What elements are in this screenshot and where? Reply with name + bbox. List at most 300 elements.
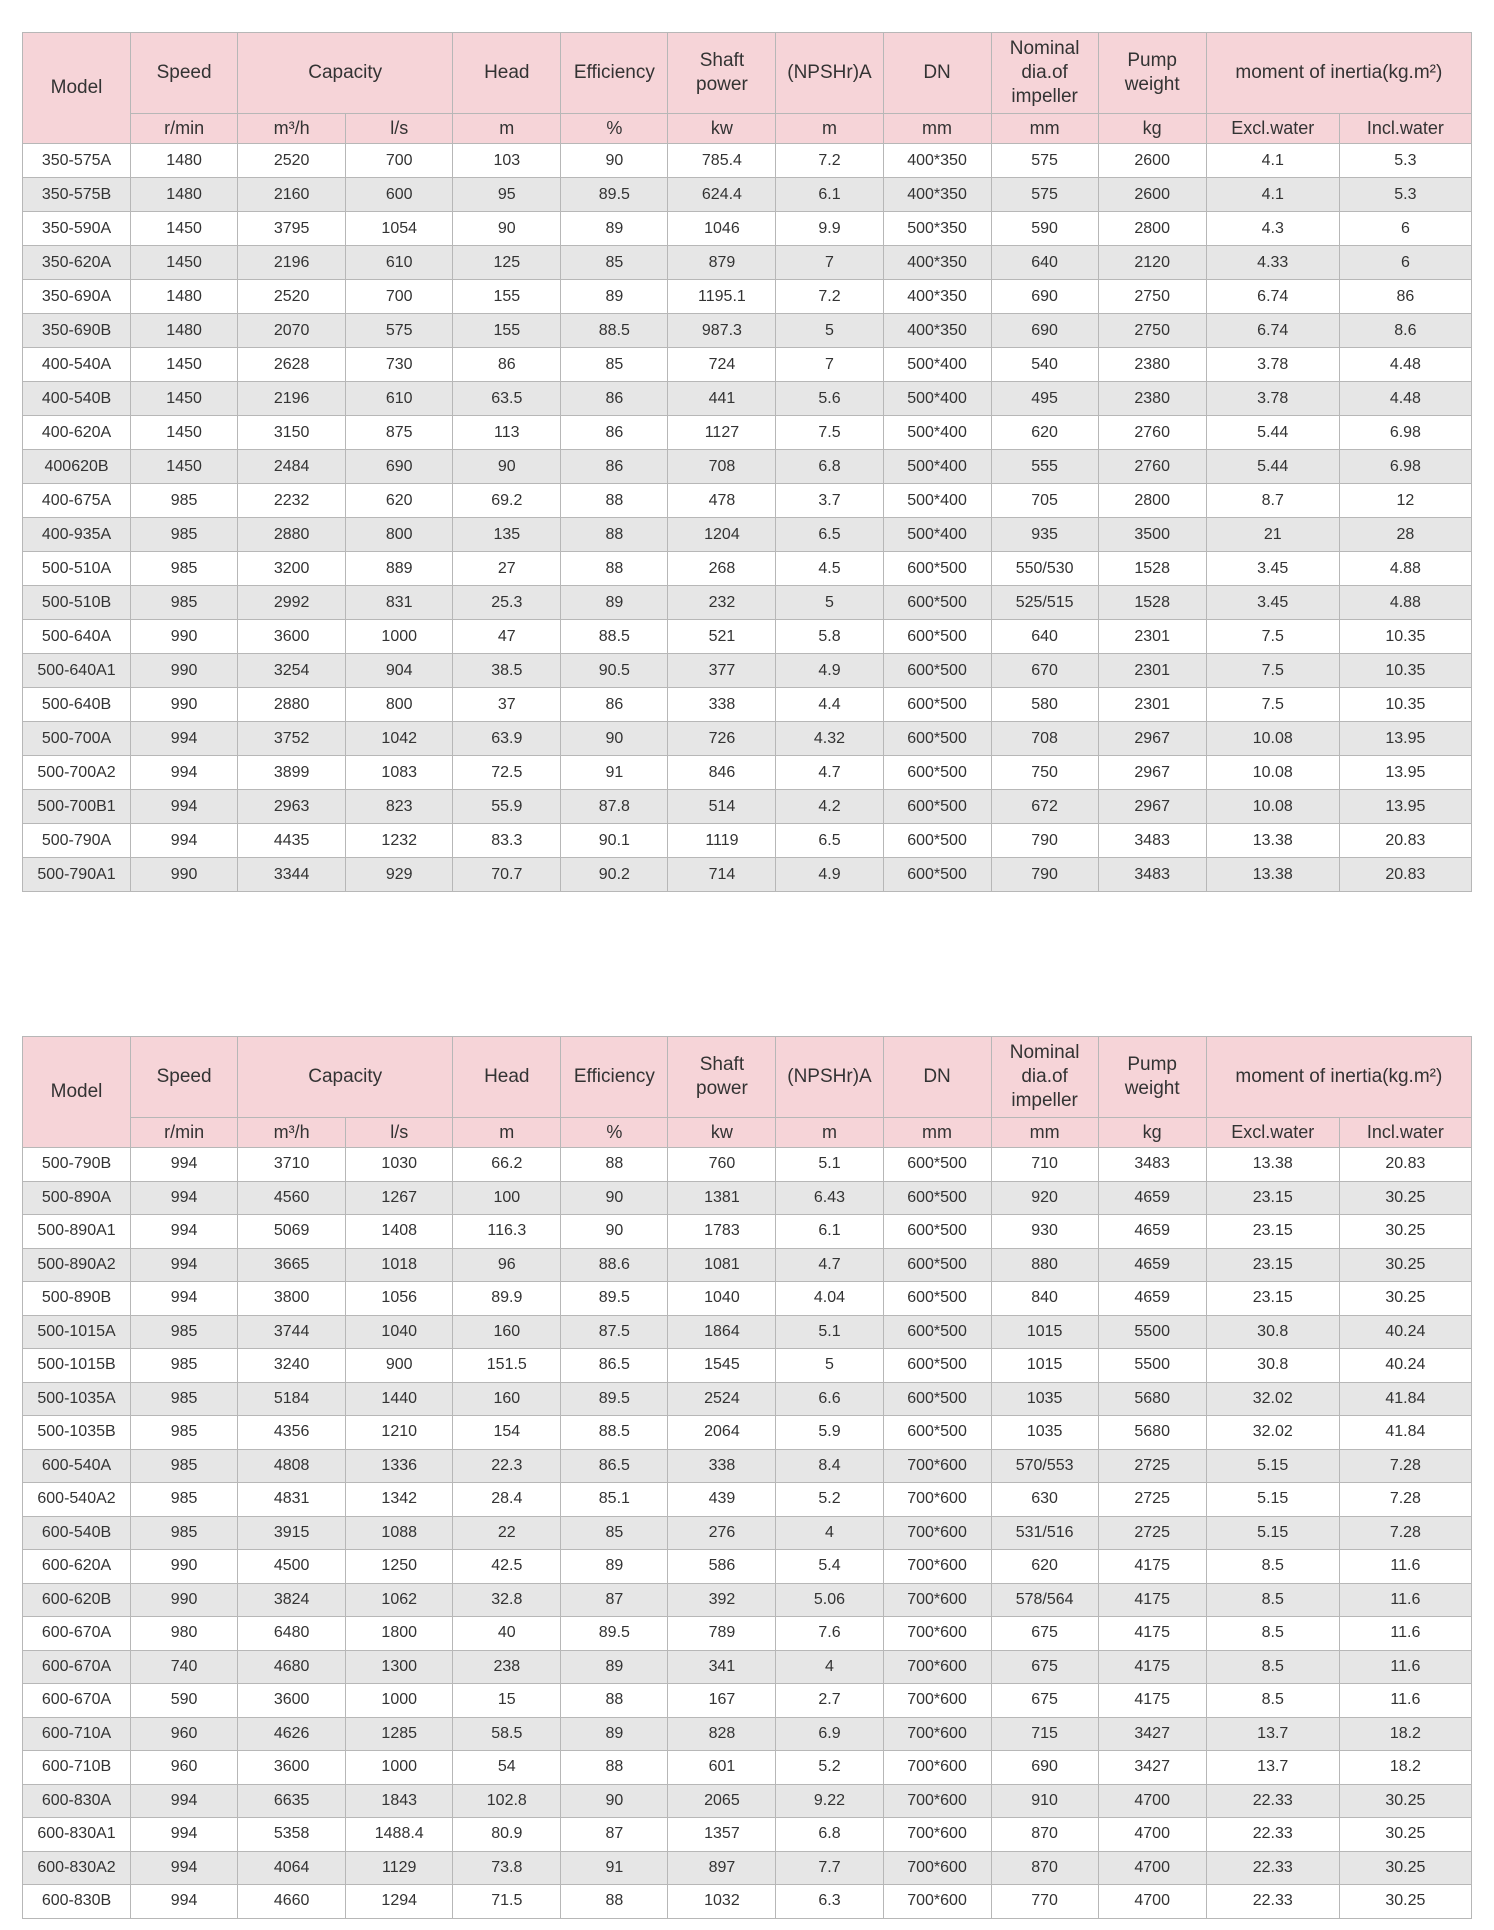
unit-shaft-power: kw [668,114,776,144]
cell-efficiency: 88 [561,1148,668,1182]
cell-inertia-excl-water: 22.33 [1206,1885,1339,1919]
cell-inertia-excl-water: 5.15 [1206,1449,1339,1483]
cell-npshr: 5.9 [776,1416,883,1450]
cell-speed: 994 [131,790,238,824]
cell-inertia-excl-water: 5.15 [1206,1483,1339,1517]
cell-inertia-incl-water: 6.98 [1339,450,1471,484]
cell-pump-weight: 2380 [1098,348,1206,382]
unit-capacity-ls: l/s [346,1118,453,1148]
col-impeller-header: Nominal dia.of impeller [991,33,1098,114]
cell-pump-weight: 2967 [1098,722,1206,756]
cell-pump-weight: 1528 [1098,586,1206,620]
cell-impeller-dia: 675 [991,1684,1098,1718]
cell-capacity-ls: 1232 [346,824,453,858]
cell-npshr: 6.1 [776,178,883,212]
cell-npshr: 4 [776,1516,883,1550]
cell-speed: 985 [131,1483,238,1517]
cell-dn: 500*400 [883,416,991,450]
cell-efficiency: 89 [561,212,668,246]
cell-efficiency: 88 [561,1751,668,1785]
cell-shaft-power: 785.4 [668,144,776,178]
cell-npshr: 4.9 [776,858,883,892]
pump-spec-table-2 [22,1036,1472,1919]
cell-capacity-m3h: 2880 [238,688,346,722]
cell-dn: 700*600 [883,1483,991,1517]
cell-head: 71.5 [453,1885,561,1919]
cell-pump-weight: 4659 [1098,1282,1206,1316]
unit-pump-weight: kg [1098,1118,1206,1148]
cell-pump-weight: 3483 [1098,1148,1206,1182]
unit-head: m [453,1118,561,1148]
cell-shaft-power: 724 [668,348,776,382]
cell-efficiency: 91 [561,756,668,790]
cell-impeller-dia: 550/530 [991,552,1098,586]
cell-shaft-power: 1381 [668,1181,776,1215]
cell-shaft-power: 478 [668,484,776,518]
cell-inertia-excl-water: 5.44 [1206,416,1339,450]
cell-capacity-ls: 1800 [346,1617,453,1651]
cell-npshr: 4.7 [776,756,883,790]
cell-impeller-dia: 870 [991,1818,1098,1852]
cell-npshr: 4.5 [776,552,883,586]
cell-capacity-m3h: 4064 [238,1851,346,1885]
cell-npshr: 5.2 [776,1751,883,1785]
cell-dn: 700*600 [883,1516,991,1550]
cell-model: 400-540A [23,348,131,382]
cell-capacity-m3h: 5358 [238,1818,346,1852]
cell-capacity-ls: 1056 [346,1282,453,1316]
table-row [23,1282,1472,1316]
cell-shaft-power: 1046 [668,212,776,246]
unit-capacity-ls: l/s [346,114,453,144]
cell-inertia-excl-water: 4.1 [1206,178,1339,212]
col-model-header: Model [23,1037,131,1148]
cell-inertia-incl-water: 7.28 [1339,1483,1471,1517]
cell-npshr: 6.5 [776,518,883,552]
cell-speed: 1480 [131,314,238,348]
cell-dn: 700*600 [883,1851,991,1885]
cell-dn: 500*400 [883,450,991,484]
cell-efficiency: 90 [561,1215,668,1249]
cell-impeller-dia: 620 [991,416,1098,450]
cell-dn: 700*600 [883,1650,991,1684]
cell-efficiency: 89.5 [561,1382,668,1416]
cell-inertia-incl-water: 8.6 [1339,314,1471,348]
cell-dn: 700*600 [883,1550,991,1584]
cell-capacity-m3h: 4560 [238,1181,346,1215]
cell-inertia-excl-water: 22.33 [1206,1851,1339,1885]
cell-speed: 960 [131,1717,238,1751]
cell-pump-weight: 4659 [1098,1181,1206,1215]
cell-dn: 500*400 [883,484,991,518]
cell-dn: 700*600 [883,1617,991,1651]
cell-model: 600-540A2 [23,1483,131,1517]
cell-dn: 600*500 [883,1181,991,1215]
cell-head: 73.8 [453,1851,561,1885]
cell-dn: 600*500 [883,722,991,756]
table-row [23,586,1472,620]
cell-shaft-power: 2065 [668,1784,776,1818]
col-npshr-header: (NPSHr)A [776,33,883,114]
cell-efficiency: 86 [561,688,668,722]
cell-npshr: 6.6 [776,1382,883,1416]
cell-inertia-incl-water: 18.2 [1339,1751,1471,1785]
cell-npshr: 6.8 [776,1818,883,1852]
cell-dn: 700*600 [883,1784,991,1818]
cell-pump-weight: 2760 [1098,450,1206,484]
cell-shaft-power: 268 [668,552,776,586]
cell-pump-weight: 5500 [1098,1349,1206,1383]
table-row [23,756,1472,790]
cell-inertia-excl-water: 23.15 [1206,1248,1339,1282]
cell-capacity-ls: 730 [346,348,453,382]
cell-speed: 1450 [131,246,238,280]
table-row [23,1851,1472,1885]
table-row [23,280,1472,314]
cell-capacity-m3h: 4500 [238,1550,346,1584]
cell-npshr: 5 [776,586,883,620]
table-row [23,620,1472,654]
cell-pump-weight: 3500 [1098,518,1206,552]
cell-npshr: 4.9 [776,654,883,688]
cell-head: 28.4 [453,1483,561,1517]
cell-pump-weight: 2301 [1098,688,1206,722]
cell-capacity-ls: 1440 [346,1382,453,1416]
cell-impeller-dia: 590 [991,212,1098,246]
cell-capacity-m3h: 2520 [238,144,346,178]
table-row [23,348,1472,382]
cell-head: 155 [453,280,561,314]
cell-inertia-excl-water: 22.33 [1206,1818,1339,1852]
cell-speed: 990 [131,1550,238,1584]
cell-inertia-excl-water: 5.44 [1206,450,1339,484]
cell-capacity-ls: 1488.4 [346,1818,453,1852]
cell-dn: 600*500 [883,756,991,790]
cell-model: 500-700A2 [23,756,131,790]
cell-speed: 994 [131,1148,238,1182]
cell-model: 500-640B [23,688,131,722]
cell-npshr: 7.2 [776,144,883,178]
cell-dn: 500*400 [883,348,991,382]
cell-npshr: 5.8 [776,620,883,654]
cell-efficiency: 87 [561,1818,668,1852]
table-row [23,1751,1472,1785]
cell-head: 22.3 [453,1449,561,1483]
cell-npshr: 4.4 [776,688,883,722]
cell-head: 154 [453,1416,561,1450]
table-row [23,1684,1472,1718]
cell-impeller-dia: 575 [991,144,1098,178]
col-efficiency-header: Efficiency [561,1037,668,1118]
unit-inertia-excl-water: Excl.water [1206,114,1339,144]
cell-shaft-power: 1195.1 [668,280,776,314]
cell-speed: 960 [131,1751,238,1785]
cell-model: 500-510B [23,586,131,620]
cell-efficiency: 90 [561,1784,668,1818]
cell-efficiency: 90.2 [561,858,668,892]
table-row [23,1818,1472,1852]
cell-head: 47 [453,620,561,654]
cell-head: 55.9 [453,790,561,824]
table-row [23,688,1472,722]
cell-inertia-excl-water: 8.5 [1206,1583,1339,1617]
cell-shaft-power: 708 [668,450,776,484]
cell-inertia-excl-water: 21 [1206,518,1339,552]
cell-impeller-dia: 555 [991,450,1098,484]
cell-head: 15 [453,1684,561,1718]
table-row [23,722,1472,756]
cell-shaft-power: 714 [668,858,776,892]
cell-speed: 985 [131,1382,238,1416]
cell-impeller-dia: 620 [991,1550,1098,1584]
cell-inertia-incl-water: 30.25 [1339,1181,1471,1215]
cell-inertia-incl-water: 30.25 [1339,1818,1471,1852]
cell-pump-weight: 5500 [1098,1315,1206,1349]
cell-npshr: 6.9 [776,1717,883,1751]
cell-capacity-m3h: 3752 [238,722,346,756]
cell-dn: 600*500 [883,1148,991,1182]
cell-head: 125 [453,246,561,280]
cell-shaft-power: 232 [668,586,776,620]
cell-efficiency: 85 [561,1516,668,1550]
col-shaft-power-header: Shaft power [668,1037,776,1118]
cell-npshr: 9.9 [776,212,883,246]
cell-impeller-dia: 578/564 [991,1583,1098,1617]
table-row [23,1315,1472,1349]
cell-impeller-dia: 1035 [991,1416,1098,1450]
cell-impeller-dia: 935 [991,518,1098,552]
cell-capacity-m3h: 4831 [238,1483,346,1517]
cell-shaft-power: 441 [668,382,776,416]
cell-shaft-power: 338 [668,1449,776,1483]
cell-inertia-incl-water: 30.25 [1339,1215,1471,1249]
cell-pump-weight: 3483 [1098,858,1206,892]
table-row [23,178,1472,212]
col-dn-header: DN [883,1037,991,1118]
cell-capacity-ls: 1000 [346,1684,453,1718]
cell-inertia-incl-water: 30.25 [1339,1248,1471,1282]
col-model-header: Model [23,33,131,144]
cell-efficiency: 91 [561,1851,668,1885]
cell-npshr: 5 [776,314,883,348]
cell-inertia-incl-water: 40.24 [1339,1349,1471,1383]
cell-impeller-dia: 840 [991,1282,1098,1316]
cell-inertia-excl-water: 22.33 [1206,1784,1339,1818]
cell-speed: 994 [131,1181,238,1215]
cell-capacity-ls: 889 [346,552,453,586]
cell-head: 90 [453,450,561,484]
cell-model: 400-675A [23,484,131,518]
cell-model: 600-830A1 [23,1818,131,1852]
cell-npshr: 5.06 [776,1583,883,1617]
cell-capacity-ls: 831 [346,586,453,620]
cell-head: 63.9 [453,722,561,756]
cell-inertia-excl-water: 23.15 [1206,1181,1339,1215]
cell-speed: 1450 [131,450,238,484]
cell-pump-weight: 2301 [1098,654,1206,688]
cell-efficiency: 88 [561,484,668,518]
col-impeller-header: Nominal dia.of impeller [991,1037,1098,1118]
cell-inertia-incl-water: 30.25 [1339,1784,1471,1818]
cell-pump-weight: 2725 [1098,1449,1206,1483]
cell-capacity-m3h: 3899 [238,756,346,790]
cell-shaft-power: 167 [668,1684,776,1718]
cell-efficiency: 88.5 [561,620,668,654]
cell-efficiency: 86.5 [561,1349,668,1383]
cell-npshr: 6.3 [776,1885,883,1919]
cell-speed: 740 [131,1650,238,1684]
cell-model: 600-670A [23,1650,131,1684]
cell-shaft-power: 338 [668,688,776,722]
cell-dn: 400*350 [883,144,991,178]
cell-efficiency: 89 [561,586,668,620]
col-head-header: Head [453,1037,561,1118]
table-row [23,1483,1472,1517]
table-row [23,1349,1472,1383]
cell-model: 600-830A [23,1784,131,1818]
unit-capacity-m3h: m³/h [238,114,346,144]
cell-model: 400-620A [23,416,131,450]
cell-capacity-ls: 1088 [346,1516,453,1550]
cell-npshr: 2.7 [776,1684,883,1718]
unit-efficiency: % [561,114,668,144]
cell-capacity-ls: 800 [346,688,453,722]
cell-impeller-dia: 575 [991,178,1098,212]
cell-shaft-power: 726 [668,722,776,756]
cell-capacity-m3h: 3744 [238,1315,346,1349]
cell-model: 500-1015A [23,1315,131,1349]
unit-dn: mm [883,1118,991,1148]
cell-dn: 600*500 [883,1382,991,1416]
unit-npshr: m [776,1118,883,1148]
cell-model: 500-890A2 [23,1248,131,1282]
cell-capacity-ls: 1250 [346,1550,453,1584]
table-row [23,1717,1472,1751]
cell-head: 69.2 [453,484,561,518]
cell-inertia-excl-water: 10.08 [1206,722,1339,756]
cell-speed: 980 [131,1617,238,1651]
table-row [23,1148,1472,1182]
cell-impeller-dia: 705 [991,484,1098,518]
cell-npshr: 5.2 [776,1483,883,1517]
cell-speed: 985 [131,1449,238,1483]
cell-capacity-m3h: 4626 [238,1717,346,1751]
cell-inertia-incl-water: 4.48 [1339,382,1471,416]
cell-npshr: 4 [776,1650,883,1684]
cell-speed: 1480 [131,144,238,178]
cell-pump-weight: 4700 [1098,1885,1206,1919]
cell-pump-weight: 2380 [1098,382,1206,416]
cell-pump-weight: 2301 [1098,620,1206,654]
cell-speed: 985 [131,1416,238,1450]
cell-dn: 600*500 [883,654,991,688]
cell-inertia-incl-water: 13.95 [1339,790,1471,824]
cell-shaft-power: 2064 [668,1416,776,1450]
cell-pump-weight: 2800 [1098,484,1206,518]
cell-pump-weight: 2600 [1098,178,1206,212]
cell-speed: 1480 [131,280,238,314]
cell-head: 116.3 [453,1215,561,1249]
cell-efficiency: 90.1 [561,824,668,858]
cell-inertia-excl-water: 3.78 [1206,382,1339,416]
cell-efficiency: 89.5 [561,1617,668,1651]
cell-impeller-dia: 790 [991,824,1098,858]
cell-impeller-dia: 715 [991,1717,1098,1751]
unit-inertia-incl-water: Incl.water [1339,114,1471,144]
cell-inertia-incl-water: 41.84 [1339,1382,1471,1416]
cell-efficiency: 90 [561,722,668,756]
cell-capacity-ls: 700 [346,280,453,314]
cell-efficiency: 86 [561,416,668,450]
cell-impeller-dia: 920 [991,1181,1098,1215]
cell-inertia-excl-water: 23.15 [1206,1282,1339,1316]
cell-pump-weight: 4175 [1098,1583,1206,1617]
cell-shaft-power: 276 [668,1516,776,1550]
cell-model: 350-590A [23,212,131,246]
cell-shaft-power: 341 [668,1650,776,1684]
cell-model: 400-540B [23,382,131,416]
cell-capacity-ls: 1000 [346,620,453,654]
cell-pump-weight: 4700 [1098,1818,1206,1852]
cell-npshr: 4.7 [776,1248,883,1282]
cell-head: 32.8 [453,1583,561,1617]
cell-impeller-dia: 525/515 [991,586,1098,620]
cell-npshr: 5.1 [776,1148,883,1182]
cell-speed: 990 [131,858,238,892]
cell-capacity-ls: 1210 [346,1416,453,1450]
cell-shaft-power: 1081 [668,1248,776,1282]
cell-dn: 600*500 [883,586,991,620]
cell-head: 58.5 [453,1717,561,1751]
cell-model: 500-1035B [23,1416,131,1450]
cell-capacity-m3h: 2484 [238,450,346,484]
cell-inertia-excl-water: 10.08 [1206,756,1339,790]
cell-npshr: 5.1 [776,1315,883,1349]
cell-inertia-excl-water: 5.15 [1206,1516,1339,1550]
table-row [23,1248,1472,1282]
table-row [23,212,1472,246]
cell-inertia-incl-water: 11.6 [1339,1617,1471,1651]
cell-model: 600-620B [23,1583,131,1617]
cell-speed: 994 [131,824,238,858]
cell-impeller-dia: 750 [991,756,1098,790]
cell-efficiency: 88 [561,1885,668,1919]
cell-impeller-dia: 672 [991,790,1098,824]
cell-inertia-excl-water: 30.8 [1206,1315,1339,1349]
cell-shaft-power: 601 [668,1751,776,1785]
cell-model: 500-790B [23,1148,131,1182]
cell-inertia-incl-water: 30.25 [1339,1851,1471,1885]
cell-efficiency: 86 [561,382,668,416]
cell-impeller-dia: 495 [991,382,1098,416]
cell-speed: 985 [131,1315,238,1349]
cell-model: 600-670A [23,1617,131,1651]
unit-npshr: m [776,114,883,144]
cell-speed: 1450 [131,348,238,382]
cell-impeller-dia: 570/553 [991,1449,1098,1483]
cell-shaft-power: 987.3 [668,314,776,348]
cell-shaft-power: 392 [668,1583,776,1617]
col-efficiency-header: Efficiency [561,33,668,114]
col-inertia-header: moment of inertia(kg.m²) [1206,33,1471,114]
cell-inertia-incl-water: 20.83 [1339,824,1471,858]
cell-npshr: 6.1 [776,1215,883,1249]
cell-npshr: 7 [776,246,883,280]
cell-pump-weight: 2725 [1098,1516,1206,1550]
cell-inertia-excl-water: 8.5 [1206,1617,1339,1651]
cell-head: 63.5 [453,382,561,416]
cell-dn: 400*350 [883,314,991,348]
